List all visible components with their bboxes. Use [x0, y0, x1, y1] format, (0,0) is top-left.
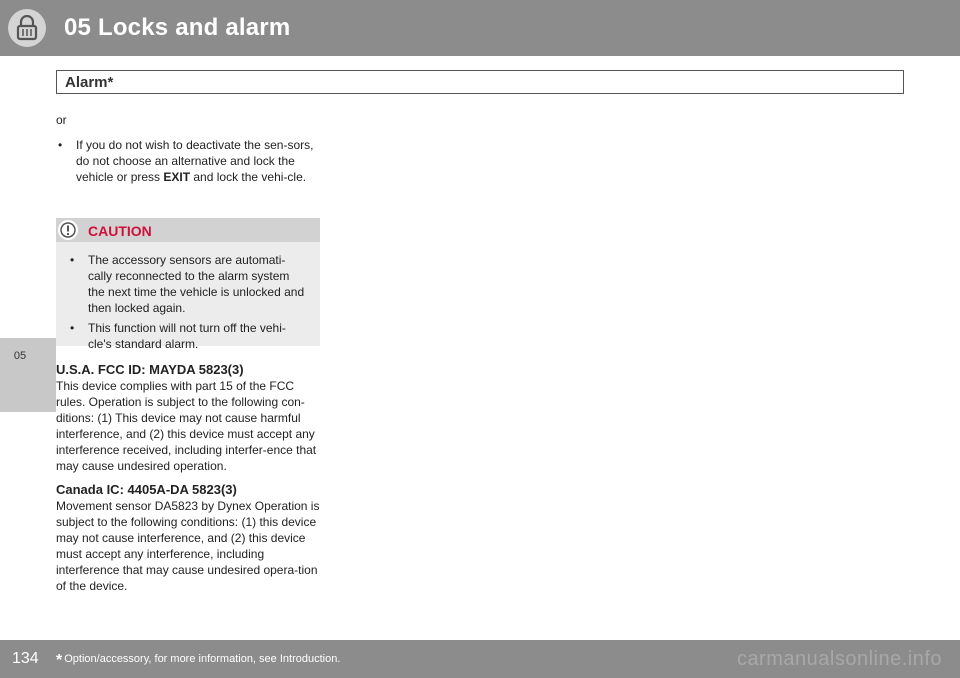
- chapter-header: [0, 0, 960, 56]
- list-item: [56, 137, 324, 185]
- list-item: [68, 320, 308, 352]
- watermark: carmanualsonline.info: [736, 648, 942, 670]
- footnote-text: Option/accessory, for more information, see Introduction.: [64, 653, 341, 665]
- intro-content: [56, 112, 324, 185]
- bullet-dot: •: [58, 138, 63, 152]
- canada-text: Movement sensor DA5823 by Dynex Operation is subject to the following conditions: (1) this device may not cause interference, and (2) this device must accept any interference, including interference that may cause undesired opera-tion of the device.: [56, 499, 320, 593]
- page-number: 134: [12, 650, 39, 667]
- caution-item-text: This function will not turn off the vehi-cle's standard alarm.: [88, 321, 286, 351]
- bullet-dot: •: [70, 321, 75, 335]
- page-footer: [0, 640, 960, 678]
- lock-icon: [8, 9, 46, 47]
- chapter-icon-box: [0, 0, 56, 56]
- footnote-star: *: [56, 652, 63, 669]
- caution-box: [56, 218, 320, 351]
- side-tab-label: 05: [13, 350, 27, 362]
- fcc-heading: U.S.A. FCC ID: MAYDA 5823(3): [56, 362, 244, 377]
- list-item: [68, 252, 308, 316]
- section-title: Alarm*: [65, 74, 114, 91]
- bullet-text-suffix: and lock the vehi-cle.: [190, 170, 307, 184]
- footer-note: [56, 652, 340, 670]
- bullet-text: If you do not wish to deactivate the sen-sors, do not choose an alternative and lock the vehicle or press: [76, 138, 314, 184]
- caution-body: [56, 242, 320, 352]
- canada-heading: Canada IC: 4405A-DA 5823(3): [56, 482, 237, 497]
- intro-text: or: [56, 113, 67, 127]
- chapter-title: 05 Locks and alarm: [64, 14, 291, 41]
- section-bar: [56, 70, 904, 94]
- caution-title: CAUTION: [88, 223, 152, 239]
- fcc-text: This device complies with part 15 of the FCC rules. Operation is subject to the following con-ditions: (1) This device may not cause harmful interference, and (2) this device must accept any interference received, including interfer-ence that may cause undesired operation.: [56, 379, 317, 473]
- caution-item-text: The accessory sensors are automati-cally reconnected to the alarm system the next time the vehicle is unlocked and then locked again.: [88, 253, 305, 315]
- caution-header: [56, 218, 320, 242]
- exit-keyword: EXIT: [163, 170, 191, 184]
- bullet-dot: •: [70, 253, 75, 267]
- fcc-section: [56, 362, 324, 474]
- canada-section: [56, 482, 324, 594]
- exclamation-icon: [58, 220, 78, 240]
